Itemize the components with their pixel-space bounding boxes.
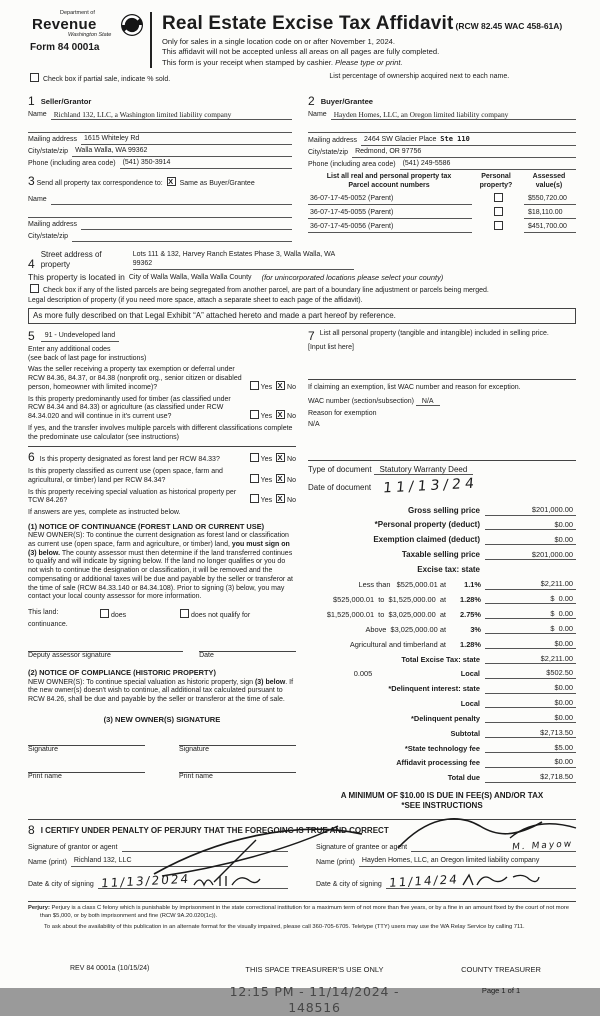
bracket2-label: $525,000.01 to $1,525,000.00 at — [332, 595, 446, 605]
grantee-signature-field[interactable] — [411, 839, 576, 853]
segregated-text: Check box if any of the listed parcels are being segregated from another parcel, are part of a boundary line adjustment or parcels being merged. — [42, 287, 489, 295]
forest-land-question: 6 Is this property designated as forest land per RCW 84.33? — [28, 450, 220, 465]
seller-name-line-2[interactable] — [28, 123, 292, 133]
buyer-name-label: Name — [308, 111, 327, 119]
street-address-label: Street address of property — [40, 249, 102, 269]
excise-state-header: Excise tax: state — [417, 564, 480, 574]
if-yes-note: If answers are yes, complete as instructed below. — [28, 509, 181, 517]
segregated-checkbox[interactable] — [30, 284, 39, 293]
section-5-number: 5 — [28, 328, 35, 343]
reason-exemption-field[interactable]: N/A — [308, 420, 320, 428]
exemption-deduct-value[interactable]: $0.00 — [485, 535, 576, 545]
owner-signature-label-2: Signature — [179, 746, 209, 754]
header-note-2: This affidavit will not be accepted unless all areas on all pages are fully completed. — [162, 47, 440, 57]
historic-yes-checkbox[interactable] — [250, 494, 259, 503]
header-note-3: This form is your receipt when stamped by cashier. — [162, 57, 333, 67]
deputy-assessor-signature-label: Deputy assessor signature — [28, 651, 111, 659]
grantor-date-label: Date & city of signing — [28, 880, 94, 888]
total-due-label: Total due — [447, 773, 480, 783]
grantee-city-scribble — [461, 873, 541, 888]
header-note-3-italic: Please type or print. — [335, 57, 403, 67]
correspondence-name-line-2[interactable] — [28, 208, 292, 218]
delinquent-interest-local-value[interactable]: $0.00 — [485, 698, 576, 708]
gross-price-label: Gross selling price — [407, 505, 480, 515]
no-label: No — [287, 497, 296, 505]
seller-city-field[interactable]: Walla Walla, WA 99362 — [72, 147, 292, 157]
doc-date-handwritten[interactable]: 11/13/24 — [382, 475, 479, 497]
local-value[interactable]: $502.50 — [485, 668, 576, 678]
parcel-value-field[interactable]: $451,700.00 — [524, 223, 576, 233]
parcel-col3-header-1: Assessed — [532, 172, 566, 180]
current-use-no-checkbox[interactable] — [276, 474, 285, 483]
personal-deduct-value[interactable]: $0.00 — [485, 520, 576, 530]
owner-signature-line-1[interactable] — [28, 736, 145, 746]
parcel-col1-header-2: Parcel account numbers — [348, 181, 430, 189]
notice-continuance-body: NEW OWNER(S): To continue the current designation as forest land or classification as current use (open space, farm and agriculture, or timber) land, you must sign on (3) below. The county assessor must then determine if the land transferred continues to qualify and will indicate by signing below. If the land no longer qualifies or you do not wish to continue the designation or classification, it will be removed and the compensating or additional taxes will be due and payable by the seller or transferor at the time of sale (RCW 84.33.140 or 84.34.108). Prior to signing (3) below, you may contact your local county assessor for more information. — [28, 532, 293, 601]
does-label: does — [111, 612, 127, 620]
buyer-section — [308, 95, 576, 244]
located-in-field[interactable]: City of Walla Walla, Walla Walla County — [128, 273, 252, 281]
parcel-col2-header-1: Personal — [481, 172, 511, 180]
certify-statement: I CERTIFY UNDER PENALTY OF PERJURY THAT THE FOREGOING IS TRUE AND CORRECT — [40, 826, 389, 836]
grantor-name-field[interactable]: Richland 132, LLC — [71, 857, 288, 867]
deputy-assessor-signature-line[interactable] — [28, 642, 183, 652]
section-6-divider — [28, 446, 296, 447]
does-checkbox[interactable] — [100, 609, 109, 618]
parcel-row — [308, 207, 576, 219]
delinquent-interest-local-label: Local — [460, 699, 480, 709]
partial-sale-checkbox[interactable] — [30, 73, 39, 82]
grantee-signing-block — [316, 839, 576, 891]
yes-label: Yes — [260, 456, 273, 464]
section-1-title: Seller/Grantor — [40, 97, 92, 107]
buyer-mailing-label: Mailing address — [308, 137, 358, 144]
correspondence-city-label: City/state/zip — [28, 233, 69, 240]
no-label: No — [287, 413, 296, 421]
buyer-name-line-2[interactable] — [308, 123, 576, 133]
buyer-city-label: City/state/zip — [308, 149, 349, 156]
county-treasurer-label: COUNTY TREASURER — [461, 965, 541, 975]
ownership-note: List percentage of ownership acquired next to each name. — [329, 73, 510, 80]
form-header — [28, 10, 576, 68]
parcel-col3-header-2: value(s) — [535, 181, 563, 189]
parcel-number-field[interactable]: 36-07-17-45-0055 (Parent) — [308, 209, 472, 219]
tech-fee-value[interactable]: $5.00 — [485, 743, 576, 753]
dor-logo — [28, 10, 146, 68]
agricultural-label: Agricultural and timberland at — [349, 639, 446, 649]
taxable-price-label: Taxable selling price — [401, 550, 480, 560]
section-3-number: 3 — [28, 174, 35, 188]
section-8-number: 8 — [28, 823, 35, 838]
seller-name-label: Name — [28, 111, 47, 119]
section-3 — [28, 175, 292, 189]
section-6-number: 6 — [28, 450, 35, 465]
wac-number-label: WAC number (section/subsection) — [308, 398, 414, 406]
parcel-row — [308, 193, 576, 205]
exemption-no-checkbox[interactable] — [276, 381, 285, 390]
bracket3-rate: 2.75% — [460, 610, 481, 620]
fee-table — [308, 505, 576, 782]
owner-print-name-line-2[interactable] — [179, 763, 296, 773]
historic-no-checkbox[interactable] — [276, 494, 285, 503]
exemption-question: Was the seller receiving a property tax exemption or deferral under RCW 84.36, 84.37, or 84.38 (nonprofit org., senior citizen or disabled person, homeowner with limited income)? — [28, 366, 242, 391]
logo-dept-text: Department of — [60, 10, 95, 16]
treasurer-space-label: THIS SPACE TREASURER'S USE ONLY — [245, 965, 384, 975]
section-4-number: 4 — [28, 256, 35, 271]
perjury-text: Perjury is a class C felony which is punishable by imprisonment in the state correctional institution for a maximum term of not more than five years, or by a fine in an amount fixed by the court of not more than $5,000, or by both imprisonment and fine (RCW 9A.20.020(1c)). — [40, 905, 569, 919]
form-footer — [28, 965, 576, 1016]
seller-mailing-field[interactable]: 1615 Whiteley Rd — [81, 135, 292, 145]
forest-yes-checkbox[interactable] — [250, 453, 259, 462]
bracket4-value[interactable]: $ 0.00 — [485, 624, 576, 634]
parcel-number-field[interactable]: 36-07-17-45-0052 (Parent) — [308, 195, 472, 205]
treasurer-stamp: 12:15 PM - 11/14/2024 - 148516 — [229, 984, 400, 1016]
bracket1-rate: 1.1% — [464, 580, 481, 590]
taxable-price-value[interactable]: $201,000.00 — [485, 550, 576, 560]
bracket4-rate: 3% — [470, 624, 481, 634]
processing-fee-value[interactable]: $0.00 — [485, 757, 576, 767]
does-not-checkbox[interactable] — [180, 609, 189, 618]
buyer-mailing-value: 2464 SW Glacier Place — [364, 136, 437, 143]
land-use-code-field[interactable]: 91 - Undeveloped land — [41, 332, 119, 342]
tech-fee-label: *State technology fee — [404, 743, 480, 753]
delinquent-penalty-label: *Delinquent penalty — [411, 713, 480, 723]
wac-number-field[interactable]: N/A — [416, 398, 440, 406]
grantor-city-scribble — [192, 873, 262, 888]
section-3-text: Send all property tax correspondence to: — [36, 180, 163, 187]
correspondence-mailing-field[interactable] — [81, 220, 292, 230]
seller-mailing-label: Mailing address — [28, 136, 78, 144]
exemption-yes-checkbox[interactable] — [250, 381, 259, 390]
parcel-personal-checkbox[interactable] — [494, 193, 503, 202]
personal-property-title: List all personal property (tangible and intangible) included in selling price. — [319, 329, 549, 337]
timber-no-checkbox[interactable] — [276, 410, 285, 419]
agricultural-value[interactable]: $0.00 — [485, 639, 576, 649]
yes-label: Yes — [260, 497, 273, 505]
does-not-label: does not qualify for — [191, 612, 251, 620]
total-excise-state-value[interactable]: $2,211.00 — [485, 654, 576, 664]
parcel-value-field[interactable]: $18,110.00 — [524, 209, 576, 219]
buyer-city-field[interactable]: Redmond, OR 97756 — [352, 148, 576, 158]
title-block — [162, 10, 562, 68]
bracket2-rate: 1.28% — [460, 595, 481, 605]
yes-label: Yes — [260, 383, 273, 391]
grantee-signature-handwritten: M. Mayow — [511, 839, 574, 853]
total-excise-state-label: Total Excise Tax: state — [401, 654, 480, 664]
section-1-number: 1 — [28, 93, 35, 108]
doc-type-label: Type of document — [308, 464, 372, 474]
logo-state-text: Washington State — [68, 31, 112, 38]
bracket4-label: Above $3,025,000.00 at — [365, 624, 446, 634]
processing-fee-label: Affidavit processing fee — [396, 758, 480, 768]
grantor-name-label: Name (print) — [28, 858, 67, 866]
bracket3-value[interactable]: $ 0.00 — [485, 609, 576, 619]
buyer-name-field[interactable]: Hayden Homes, LLC, an Oregon limited liability company — [331, 110, 576, 120]
exemption-note: If claiming an exemption, list WAC number and reason for exception. — [308, 383, 521, 391]
located-in-note: (for unincorporated locations please select your county) — [261, 273, 444, 283]
parcel-col1-header-1: List all real and personal property tax — [326, 172, 452, 180]
grantee-date-handwritten: 11/14/24 — [388, 871, 460, 890]
form-number: Form 84 0001a — [30, 41, 100, 53]
parcel-row — [308, 221, 576, 233]
partial-sale-label: Check box if partial sale, indicate % sold. — [42, 76, 171, 83]
doc-type-field[interactable]: Statutory Warranty Deed — [374, 465, 474, 475]
timber-yes-checkbox[interactable] — [250, 410, 259, 419]
historic-question: Is this property receiving special valuation as historical property per TCW 84.26? — [28, 488, 237, 505]
no-label: No — [287, 383, 296, 391]
local-rate: 0.005 — [353, 669, 373, 679]
same-as-buyer-checkbox[interactable] — [167, 177, 176, 186]
buyer-mailing-field[interactable] — [361, 135, 576, 146]
seller-section — [28, 95, 292, 244]
legal-description-label: Legal description of property (if you need more space, attach a separate sheet to each page of the affidavit). — [28, 297, 363, 305]
rev-number: REV 84 0001a (10/15/24) — [70, 965, 150, 973]
current-use-question: Is this property classified as current use (open space, farm and agricultural, or timber) land per RCW 84.34? — [28, 468, 223, 484]
correspondence-name-field[interactable] — [51, 195, 292, 205]
exemption-divider — [308, 379, 576, 380]
form-title-rcw-ref: (RCW 82.45 WAC 458-61A) — [455, 21, 563, 31]
deputy-date-line[interactable] — [199, 642, 296, 652]
section-4 — [28, 250, 576, 324]
street-address-field[interactable]: Lots 111 & 132, Harvey Ranch Estates Phase 3, Walla Walla, WA 99362 — [133, 251, 355, 270]
grantor-date-field[interactable] — [98, 873, 288, 890]
notice-compliance-body: NEW OWNER(S): To continue special valuation as historic property, sign (3) below. If the new owner(s) doesn't wish to continue, all additional tax calculated pursuant to RCW 84.26, shall be due and payable by the seller or transferor at the time of sale. — [28, 678, 294, 704]
additional-codes-note: (see back of last page for instructions) — [28, 354, 147, 362]
grantee-date-label: Date & city of signing — [316, 880, 382, 888]
doc-date-label: Date of document — [308, 483, 372, 493]
continuance-label: continuance. — [28, 620, 68, 628]
deputy-date-label: Date — [199, 651, 214, 659]
local-label: Local — [460, 669, 480, 679]
grantor-date-handwritten: 11/13/2024 — [100, 871, 191, 890]
parcel-personal-checkbox[interactable] — [494, 221, 503, 230]
grantee-signature-label: Signature of grantee or agent — [316, 843, 408, 851]
reason-exemption-label: Reason for exemption — [308, 410, 377, 418]
section-7-number: 7 — [308, 328, 315, 343]
no-label: No — [287, 476, 296, 484]
located-in-label: This property is located in — [28, 271, 125, 282]
grantor-signature-field[interactable] — [122, 842, 288, 852]
delinquent-penalty-value[interactable]: $0.00 — [485, 713, 576, 723]
legal-description-field[interactable]: As more fully described on that Legal Exhibit “A” attached hereto and made a part hereof by reference. — [28, 308, 576, 324]
bracket1-label: Less than $525,000.01 at — [358, 580, 446, 590]
timber-question: Is this property predominantly used for timber (as classified under RCW 84.34 and 84.33) or agriculture (as classified under RCW 84.34.020 and will continue in it's current use? — [28, 395, 231, 421]
header-note-1: Only for sales in a single location code on or after November 1, 2024. — [162, 36, 396, 46]
personal-property-input[interactable]: [Input list here] — [308, 343, 354, 351]
agricultural-rate: 1.28% — [460, 639, 481, 649]
grantor-signing-block — [28, 842, 288, 891]
this-land-label: This land: — [28, 609, 59, 617]
buyer-phone-field[interactable]: (541) 249-5586 — [400, 160, 576, 170]
delinquent-interest-state-value[interactable]: $0.00 — [485, 683, 576, 693]
seller-name-field[interactable]: Richland 132, LLC, a Washington limited liability company — [51, 110, 292, 120]
notice-continuance-title: (1) NOTICE OF CONTINUANCE (FOREST LAND OR CURRENT USE) — [28, 521, 265, 531]
perjury-label: Perjury: — [28, 905, 50, 912]
bracket1-value[interactable]: $2,211.00 — [485, 579, 576, 589]
section-2-number: 2 — [308, 93, 315, 108]
correspondence-mailing-label: Mailing address — [28, 221, 78, 228]
section-7 — [308, 330, 576, 342]
correspondence-name-label: Name — [28, 196, 47, 203]
page-number: Page 1 of 1 — [481, 986, 521, 996]
grantee-name-field[interactable]: Hayden Homes, LLC, an Oregon limited liability company — [359, 857, 576, 867]
perjury-notice — [28, 901, 576, 931]
header-divider — [150, 12, 152, 68]
owner-print-name-label-1: Print name — [28, 773, 62, 781]
personal-deduct-label: *Personal property (deduct) — [374, 520, 480, 530]
buyer-phone-label: Phone (including area code) — [308, 161, 396, 168]
seller-phone-label: Phone (including area code) — [28, 160, 116, 168]
delinquent-interest-state-label: *Delinquent interest: state — [388, 684, 480, 694]
dor-swirl-icon — [120, 13, 144, 37]
additional-codes-label: Enter any additional codes — [28, 345, 111, 353]
section-2-title: Buyer/Grantee — [320, 97, 374, 107]
exemption-deduct-label: Exemption claimed (deduct) — [373, 535, 480, 545]
parcel-personal-checkbox[interactable] — [494, 207, 503, 216]
parcel-number-field[interactable]: 36-07-17-45-0056 (Parent) — [308, 223, 472, 233]
yes-label: Yes — [260, 413, 273, 421]
document-divider — [308, 460, 576, 461]
seller-city-label: City/state/zip — [28, 148, 69, 156]
parcel-table-header — [308, 173, 576, 191]
seller-phone-field[interactable]: (541) 350-3914 — [120, 159, 292, 169]
owner-signature-line-2[interactable] — [179, 736, 296, 746]
notice-compliance-title: (2) NOTICE OF COMPLIANCE (HISTORIC PROPERTY) — [28, 668, 216, 678]
new-owner-signature-title: (3) NEW OWNER(S) SIGNATURE — [103, 714, 221, 724]
subtotal-value[interactable]: $2,713.50 — [485, 728, 576, 738]
grantor-signature-label: Signature of grantor or agent — [28, 843, 118, 851]
owner-signature-label-1: Signature — [28, 746, 58, 754]
bracket2-value[interactable]: $ 0.00 — [485, 594, 576, 604]
yes-label: Yes — [260, 476, 273, 484]
no-label: No — [287, 456, 296, 464]
forest-no-checkbox[interactable] — [276, 453, 285, 462]
form-title: Real Estate Excise Tax Affidavit — [162, 13, 454, 34]
minimum-fee-note: A MINIMUM OF $10.00 IS DUE IN FEE(S) AND/OR TAX *SEE INSTRUCTIONS — [340, 790, 544, 810]
current-use-yes-checkbox[interactable] — [250, 474, 259, 483]
logo-revenue-text: Revenue — [32, 15, 97, 33]
multi-parcel-note: If yes, and the transfer involves multiple parcels with different classifications complete the predominate use calculator (see instructions) — [28, 424, 293, 441]
continuance-qualify-row — [28, 609, 296, 621]
owner-print-name-line-1[interactable] — [28, 763, 145, 773]
gross-price-value[interactable]: $201,000.00 — [485, 505, 576, 515]
grantee-date-field[interactable] — [386, 873, 576, 890]
owner-print-name-label-2: Print name — [179, 773, 213, 781]
correspondence-city-field[interactable] — [72, 232, 292, 242]
same-as-buyer-label: Same as Buyer/Grantee — [179, 180, 255, 187]
buyer-suite-value: Ste 110 — [440, 135, 470, 143]
bracket3-label: $1,525,000.01 to $3,025,000.00 at — [326, 610, 446, 620]
accessibility-note: To ask about the availability of this publication in an alternate format for the visually impaired, please call 360-705-6705. Teletype (TTY) users may use the WA Relay Service by calling 711. — [44, 923, 525, 930]
parcel-col2-header-2: property? — [479, 181, 513, 189]
grantee-name-label: Name (print) — [316, 858, 355, 866]
section-8 — [28, 819, 576, 891]
section-5 — [28, 330, 296, 342]
total-due-value[interactable]: $2,718.50 — [485, 772, 576, 782]
parcel-value-field[interactable]: $550,720.00 — [524, 195, 576, 205]
subtotal-label: Subtotal — [450, 728, 480, 738]
